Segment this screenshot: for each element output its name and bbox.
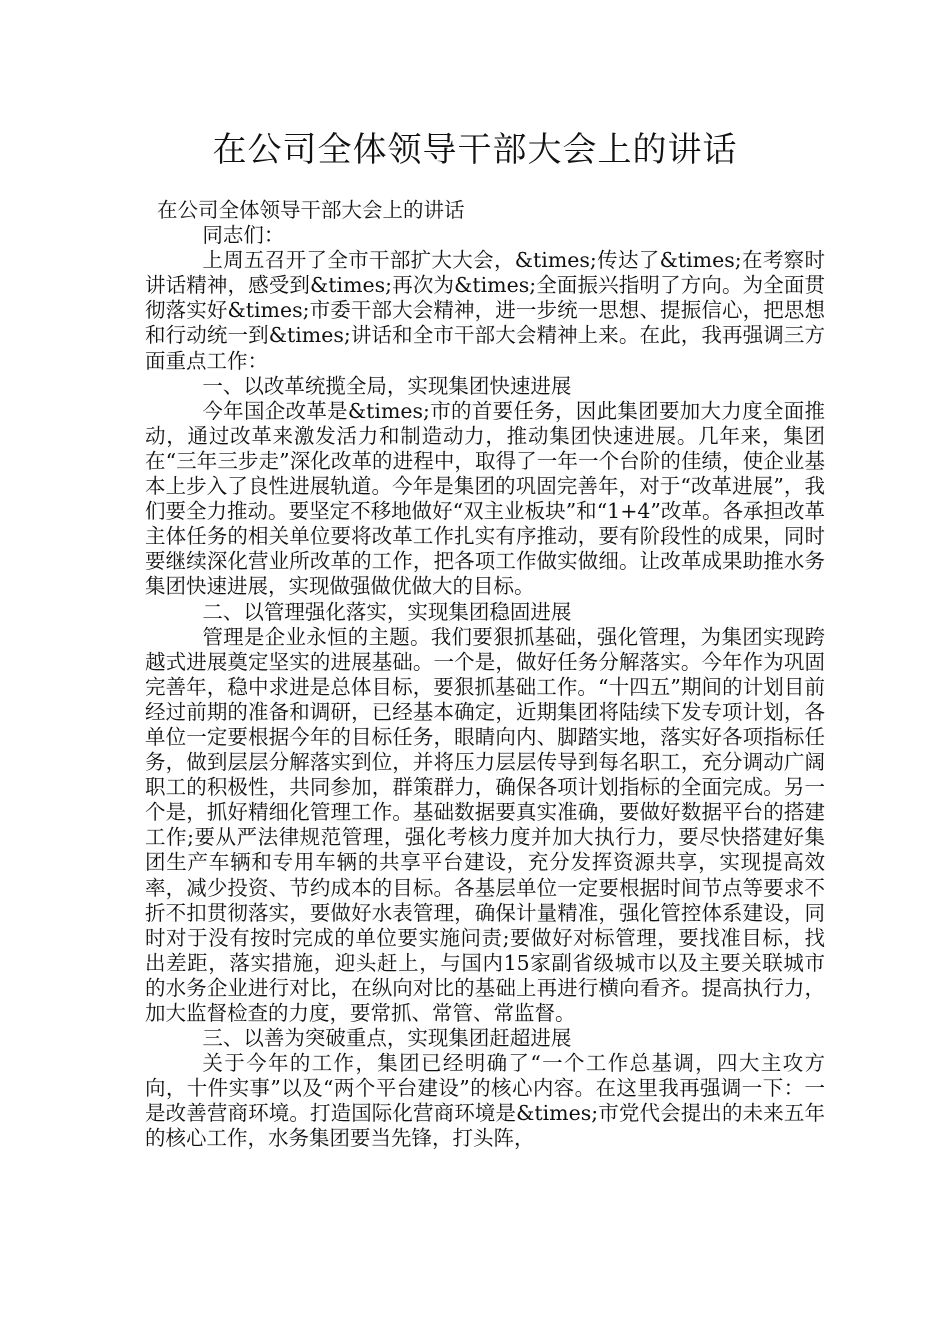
- section-heading-3: 三、以善为突破重点，实现集团赶超进展: [202, 1026, 572, 1051]
- paragraph-management: 管理是企业永恒的主题。我们要狠抓基础，强化管理，为集团实现跨越式进展奠定坚实的进展基础。一个是，做好任务分解落实。今年作为巩固完善年，稳中求进是总体目标，要狠抓基础工作。“十四五”期间的计划目前经过前期的准备和调研，已经基本确定，近期集团将陆续下发专项计划，各单位一定要根据今年的目标任务，眼睛向内、脚踏实地，落实好各项指标任务，做到层层分解落实到位，并将压力层层传导到每名职工，充分调动广阔职工的积极性，共同参加，群策群力，确保各项计划指标的全面完成。另一个是，抓好精细化管理工作。基础数据要真实准确，要做好数据平台的搭建工作;要从严法律规范管理，强化考核力度并加大执行力，要尽快搭建好集团生产车辆和专用车辆的共享平台建设，充分发挥资源共享，实现提高效率，减少投资、节约成本的目标。各基层单位一定要根据时间节点等要求不折不扣贯彻落实，要做好水表管理，确保计量精准，强化管控体系建设，同时对于没有按时完成的单位要实施问责;要做好对标管理，要找准目标，找出差距，落实措施，迎头赶上，与国内15家副省级城市以及主要关联城市的水务企业进行对比，在纵向对比的基础上再进行横向看齐。提高执行力，加大监督检查的力度，要常抓、常管、常监督。: [145, 624, 825, 1025]
- section-heading-2: 二、以管理强化落实，实现集团稳固进展: [202, 599, 572, 624]
- paragraph-reform: 今年国企改革是&times;市的首要任务，因此集团要加大力度全面推动，通过改革来激发活力和制造动力，推动集团快速进展。几年来，集团在“三年三步走”深化改革的进程中，取得了一年一个台阶的佳绩，使企业基本上步入了良性进展轨道。今年是集团的巩固完善年，对于“改革进展”，我们要全力推动。要坚定不移地做好“双主业板块”和“1+4”改革。各承担改革主体任务的相关单位要将改革工作扎实有序推动，要有阶段性的成果，同时要继续深化营业所改革的工作，把各项工作做实做细。让改革成果助推水务集团快速进展，实现做强做优做大的目标。: [145, 398, 825, 599]
- document-subtitle: 在公司全体领导干部大会上的讲话: [157, 198, 465, 222]
- paragraph-breakthrough: 关于今年的工作，集团已经明确了“一个工作总基调，四大主攻方向，十件实事”以及“两个平台建设”的核心内容。在这里我再强调一下：一是改善营商环境。打造国际化营商环境是&times;市党代会提出的未来五年的核心工作，水务集团要当先锋，打头阵，: [145, 1051, 825, 1151]
- greeting: 同志们：: [202, 223, 285, 248]
- document-title: 在公司全体领导干部大会上的讲话: [212, 130, 738, 170]
- document-body: [145, 198, 825, 1152]
- section-heading-1: 一、以改革统揽全局，实现集团快速进展: [202, 373, 572, 398]
- paragraph-intro: 上周五召开了全市干部扩大大会，&times;传达了&times;在考察时讲话精神，感受到&times;再次为&times;全面振兴指明了方向。为全面贯彻落实好&times;市委干部大会精神，进一步统一思想、提振信心，把思想和行动统一到&times;讲话和全市干部大会精神上来。在此，我再强调三方面重点工作：: [145, 248, 825, 373]
